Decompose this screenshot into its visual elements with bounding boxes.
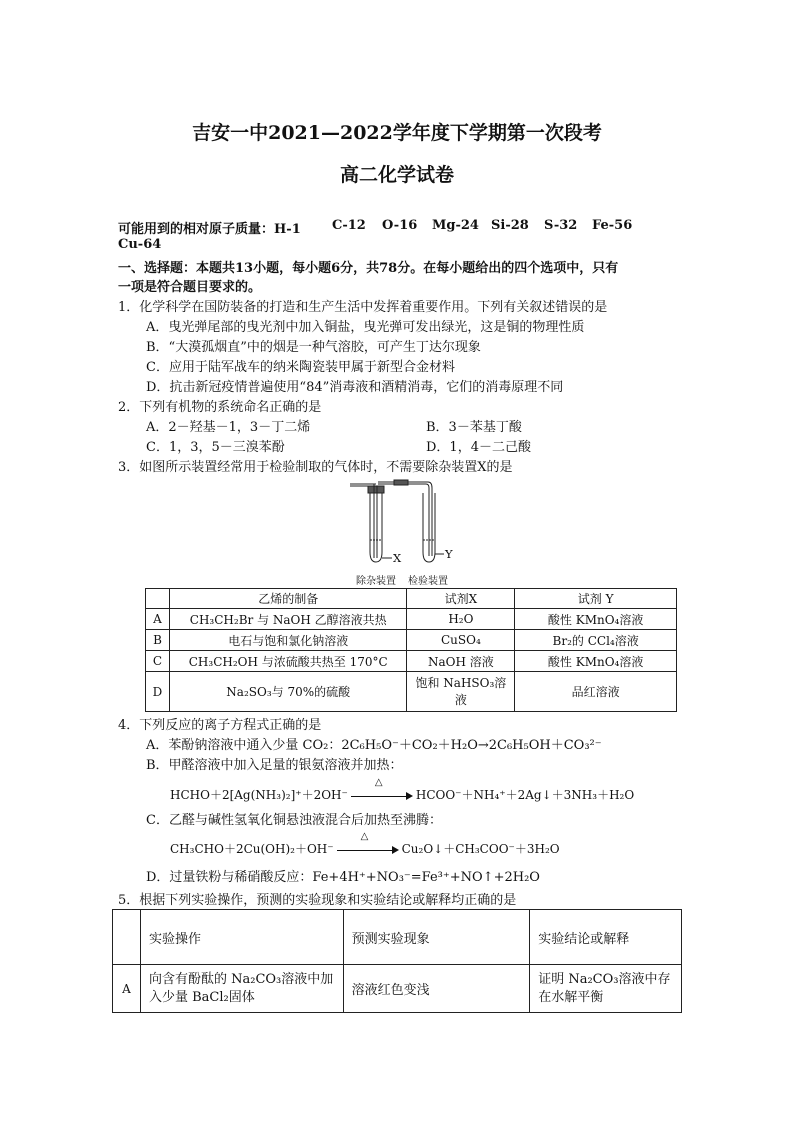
q4-stem: 4．下列反应的离子方程式正确的是 <box>118 718 322 733</box>
figure-label-y: Y <box>445 547 453 561</box>
atomic-mass-line <box>118 218 301 237</box>
atomic-mass-label: 可能用到的相对原子质量： <box>118 222 275 237</box>
q2-option-c: C．1，3，5－三溴苯酚 <box>146 440 285 455</box>
table-cell: CuSO₄ <box>407 630 515 651</box>
table-row <box>146 630 677 651</box>
table-cell: B <box>146 630 170 651</box>
q4-c-equation <box>170 830 560 857</box>
q4-option-d: D．过量铁粉与稀硝酸反应：Fe+4H⁺+NO₃⁻=Fe³⁺+NO↑+2H₂O <box>146 870 540 885</box>
mass-c: C-12 <box>332 218 366 233</box>
table-header-cell: 试剂X <box>407 589 515 609</box>
q4-c-rhs: Cu₂O↓＋CH₃COO⁻＋3H₂O <box>401 842 560 856</box>
q2-option-b: B．3－苯基丁酸 <box>426 420 522 435</box>
table-cell: D <box>146 672 170 712</box>
table-header-cell <box>146 589 170 609</box>
table-header-cell: 实验结论或解释 <box>530 910 682 965</box>
q2-stem: 2．下列有机物的系统命名正确的是 <box>118 400 322 415</box>
mass-o: O-16 <box>382 218 418 233</box>
table-cell: 向含有酚酞的 Na₂CO₃溶液中加入少量 BaCl₂固体 <box>140 965 343 1013</box>
q4-b-equation <box>170 776 635 803</box>
figure-caption-left: 除杂装置 <box>356 576 396 587</box>
table-row <box>146 651 677 672</box>
q3-stem: 3．如图所示装置经常用于检验制取的气体时，不需要除杂装置X的是 <box>118 460 513 475</box>
mass-s: S-32 <box>544 218 578 233</box>
table-cell: 酸性 KMnO₄溶液 <box>515 609 677 630</box>
section-heading: 一、选择题：本题共13小题，每小题6分，共78分。在每小题给出的四个选项中，只有 <box>118 261 619 276</box>
q4-b-lhs: HCHO＋2[Ag(NH₃)₂]⁺＋2OH⁻ <box>170 788 348 802</box>
table-header-row <box>146 589 677 609</box>
mass-fe: Fe-56 <box>592 218 633 233</box>
table-cell: A <box>113 965 141 1013</box>
table-cell: H₂O <box>407 609 515 630</box>
table-header-cell: 试剂 Y <box>515 589 677 609</box>
table-header-cell: 预测实验现象 <box>343 910 530 965</box>
mass-si: Si-28 <box>491 218 529 233</box>
table-cell: NaOH 溶液 <box>407 651 515 672</box>
heat-arrow-icon <box>351 776 413 801</box>
exam-subtitle: 高二化学试卷 <box>339 164 454 186</box>
table-cell: 电石与饱和氯化钠溶液 <box>169 630 407 651</box>
table-header-cell: 实验操作 <box>140 910 343 965</box>
table-header-cell <box>113 910 141 965</box>
figure-caption-right: 检验装置 <box>408 576 448 587</box>
delta-symbol: △ <box>360 830 369 842</box>
table-cell: CH₃CH₂OH 与浓硫酸共热至 170°C <box>169 651 407 672</box>
figure-label-x: X <box>393 551 402 565</box>
q2-option-d: D．1，4－二己酸 <box>426 440 531 455</box>
table-cell: Br₂的 CCl₄溶液 <box>515 630 677 651</box>
mass-mg: Mg-24 <box>432 218 479 233</box>
section-heading-cont: 一项是符合题目要求的。 <box>118 280 262 295</box>
q3-table <box>145 588 677 712</box>
q5-stem: 5．根据下列实验操作，预测的实验现象和实验结论或解释均正确的是 <box>118 893 517 908</box>
table-header-row <box>113 910 682 965</box>
table-header-cell: 乙烯的制备 <box>169 589 407 609</box>
q4-option-b: B．甲醛溶液中加入足量的银氨溶液并加热： <box>146 758 403 773</box>
table-row <box>146 672 677 712</box>
q4-b-rhs: HCOO⁻＋NH₄⁺＋2Ag↓＋3NH₃＋H₂O <box>415 788 635 802</box>
table-cell: 证明 Na₂CO₃溶液中存在水解平衡 <box>530 965 682 1013</box>
q1-option-c: C．应用于陆军战车的纳米陶瓷装甲属于新型合金材料 <box>146 360 455 375</box>
q1-option-b: B．“大漠孤烟直”中的烟是一种气溶胶，可产生丁达尔现象 <box>146 340 481 355</box>
apparatus-figure <box>340 474 490 586</box>
table-cell: Na₂SO₃与 70%的硫酸 <box>169 672 407 712</box>
table-cell: 酸性 KMnO₄溶液 <box>515 651 677 672</box>
delta-symbol: △ <box>374 776 383 788</box>
table-cell: 品红溶液 <box>515 672 677 712</box>
mass-cu: Cu-64 <box>118 237 162 252</box>
table-cell: CH₃CH₂Br 与 NaOH 乙醇溶液共热 <box>169 609 407 630</box>
table-cell: 饱和 NaHSO₃溶液 <box>407 672 515 712</box>
q4-option-a: A．苯酚钠溶液中通入少量 CO₂：2C₆H₅O⁻＋CO₂＋H₂O→2C₆H₅OH＋CO₃²⁻ <box>146 738 602 753</box>
q4-option-c: C．乙醛与碱性氢氧化铜悬浊液混合后加热至沸腾： <box>146 813 442 828</box>
table-row <box>113 965 682 1013</box>
table-cell: C <box>146 651 170 672</box>
q1-option-d: D．抗击新冠疫情普遍使用“84”消毒液和酒精消毒，它们的消毒原理不同 <box>146 380 564 395</box>
q1-stem: 1．化学科学在国防装备的打造和生产生活中发挥着重要作用。下列有关叙述错误的是 <box>118 300 608 315</box>
exam-title: 吉安一中2021—2022学年度下学期第一次段考 <box>192 122 602 144</box>
q1-option-a: A．曳光弹尾部的曳光剂中加入铜盐，曳光弹可发出绿光，这是铜的物理性质 <box>146 320 585 335</box>
q5-table <box>112 909 682 1013</box>
table-row <box>146 609 677 630</box>
q2-option-a: A．2－羟基－1，3－丁二烯 <box>146 420 311 435</box>
table-cell: A <box>146 609 170 630</box>
mass-h: H-1 <box>274 222 301 237</box>
q4-c-lhs: CH₃CHO＋2Cu(OH)₂＋OH⁻ <box>170 842 334 856</box>
heat-arrow-icon <box>337 830 399 855</box>
table-cell: 溶液红色变浅 <box>343 965 530 1013</box>
